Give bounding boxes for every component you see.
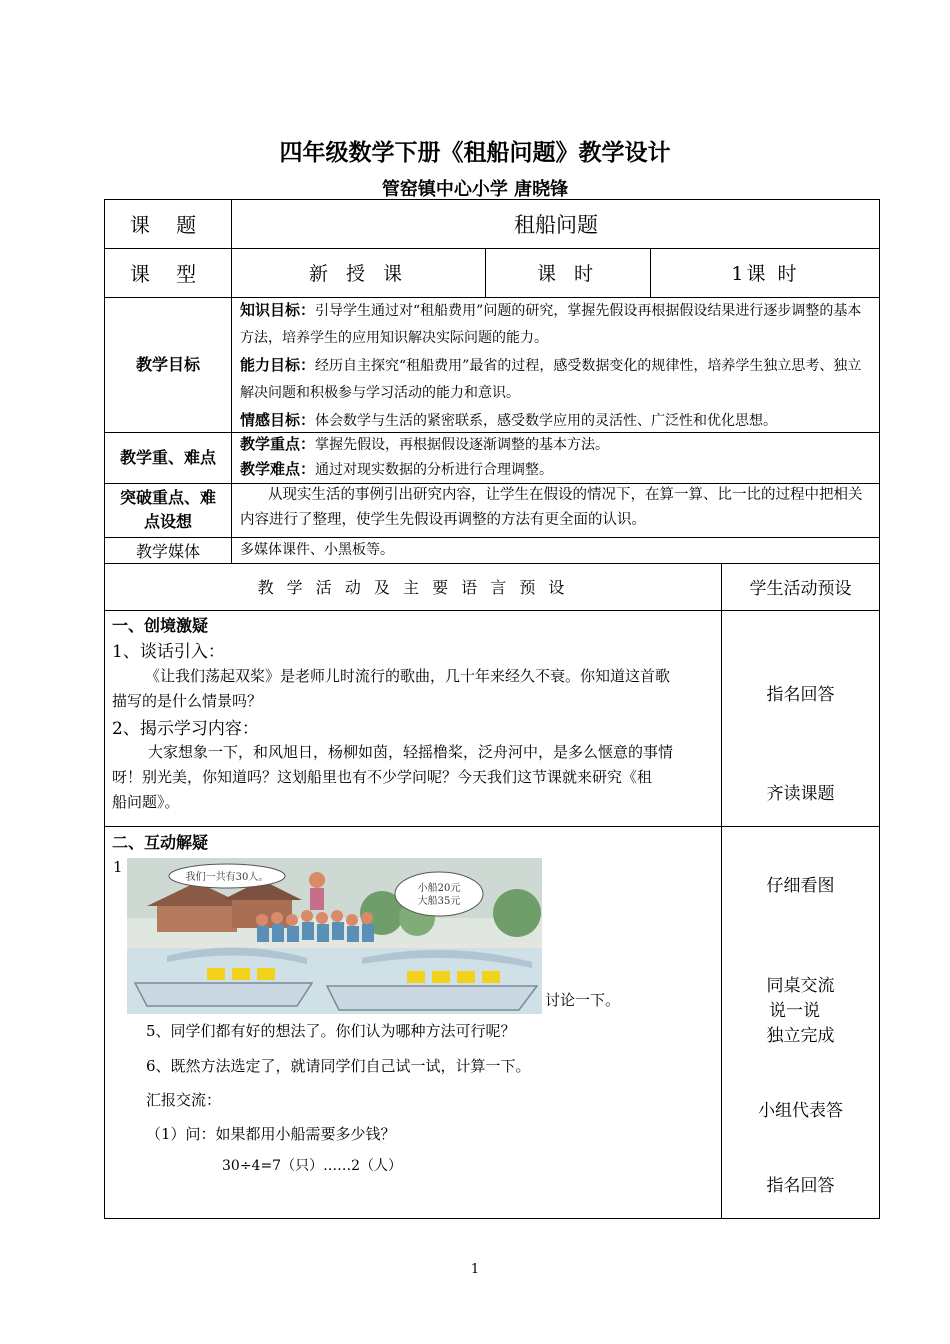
section2-item1-number: 1 xyxy=(113,858,123,876)
small-boat-price: 小船20元 xyxy=(417,883,461,894)
type-value: 新 授 课 xyxy=(308,263,409,285)
calculation1: 30÷4=7（只）……2（人） xyxy=(222,1158,402,1174)
student-activity-group: 小组代表答 xyxy=(758,1101,843,1121)
report-heading: 汇报交流： xyxy=(146,1091,222,1109)
student-activity-solo: 独立完成 xyxy=(766,1026,835,1046)
section1-heading: 一、创境激疑 xyxy=(112,616,209,635)
section1-para2-line1: 大家想象一下，和风旭日，杨柳如茵，轻摇橹桨，泛舟河中，是多么惬意的事情 xyxy=(148,743,674,761)
section1-para1-line1: 《让我们荡起双桨》是老师儿时流行的歌曲，几十年来经久不衰。你知道这首歌 xyxy=(145,667,671,685)
student-activity-answer2: 指名回答 xyxy=(766,1176,835,1196)
goals-label: 教学目标 xyxy=(135,354,200,374)
section1-para1-line2: 描写的是什么情景吗？ xyxy=(112,692,263,710)
emotion-goal-text: 体会数学与生活的紧密联系，感受数学应用的灵活性、广泛性和优化思想。 xyxy=(315,413,778,429)
type-label: 课 型 xyxy=(129,262,207,286)
breakthrough-label-line1: 突破重点、难 xyxy=(119,488,216,507)
student-activity-pair: 同桌交流 xyxy=(766,976,835,996)
section1-item2: 2、揭示学习内容： xyxy=(112,719,259,739)
difficulty-heading: 教学难点： xyxy=(240,460,316,478)
student-activity-look: 仔细看图 xyxy=(766,876,835,896)
student-activity-read-title: 齐读课题 xyxy=(766,784,835,804)
knowledge-goal-heading: 知识目标： xyxy=(240,301,316,319)
page-number: 1 xyxy=(470,1262,480,1277)
emotion-goal-heading: 情感目标： xyxy=(240,411,316,429)
key-points-label: 教学重、难点 xyxy=(119,447,216,467)
section2-heading: 二、互动解疑 xyxy=(112,833,209,852)
student-activity-say: 说一说 xyxy=(769,1001,820,1021)
section1-item1: 1、谈话引入： xyxy=(112,642,225,662)
topic-label: 课 题 xyxy=(129,213,207,237)
step6-text: 6、既然方法选定了，就请同学们自己试一试，计算一下。 xyxy=(146,1057,531,1075)
media-label: 教学媒体 xyxy=(135,541,200,561)
goals-content xyxy=(240,297,874,435)
document-author: 管窑镇中心小学 唐晓锋 xyxy=(381,179,569,200)
breakthrough-text: 从现实生活的事例引出研究内容，让学生在假设的情况下，在算一算、比一比的过程中把相关内容进行了整理，使学生先假设再调整的方法有更全面的认识。 xyxy=(240,487,863,528)
breakthrough-label xyxy=(105,483,231,537)
key-point-heading: 教学重点： xyxy=(240,435,316,453)
key-points-content xyxy=(240,432,874,482)
people-count-bubble: 我们一共有30人。 xyxy=(185,872,269,883)
boat-scene-image xyxy=(127,858,542,1014)
key-point-text: 掌握先假设，再根据假设逐渐调整的基本方法。 xyxy=(315,437,610,453)
activity-header: 教 学 活 动 及 主 要 语 言 预 设 xyxy=(257,578,569,597)
hours-label: 课 时 xyxy=(536,263,600,285)
ability-goal-heading: 能力目标： xyxy=(240,356,316,374)
knowledge-goal-text: 引导学生通过对“租船费用”问题的研究，掌握先假设再根据假设结果进行逐步调整的基本方法，培养学生的应用知识解决实际问题的能力。 xyxy=(240,303,862,346)
discuss-instruction-tail: 讨论一下。 xyxy=(545,991,621,1009)
ability-goal-text: 经历自主探究“租船费用”最省的过程，感受数据变化的规律性，培养学生独立思考、独立解决问题和积极参与学习活动的能力和意识。 xyxy=(240,358,862,401)
section1-para2-line3: 船问题》。 xyxy=(112,793,180,811)
difficulty-text: 通过对现实数据的分析进行合理调整。 xyxy=(315,462,554,478)
student-activity-answer: 指名回答 xyxy=(766,685,835,705)
topic-value: 租船问题 xyxy=(514,212,598,237)
breakthrough-label-line2: 点设想 xyxy=(143,512,192,531)
document-title: 四年级数学下册《租船问题》教学设计 xyxy=(279,140,671,166)
question1-text: （1）问：如果都用小船需要多少钱？ xyxy=(146,1125,396,1143)
hours-value: 1课 时 xyxy=(731,263,800,285)
section1-para2-line2: 呀！别光美，你知道吗？这划船里也有不少学问呢？今天我们这节课就来研究《租 xyxy=(112,768,653,786)
large-boat-price: 大船35元 xyxy=(417,896,461,907)
media-text: 多媒体课件、小黑板等。 xyxy=(240,542,394,558)
student-header: 学生活动预设 xyxy=(749,579,852,599)
boat-rental-illustration xyxy=(127,858,542,1014)
step5-text: 5、同学们都有好的想法了。你们认为哪种方法可行呢？ xyxy=(146,1022,516,1040)
